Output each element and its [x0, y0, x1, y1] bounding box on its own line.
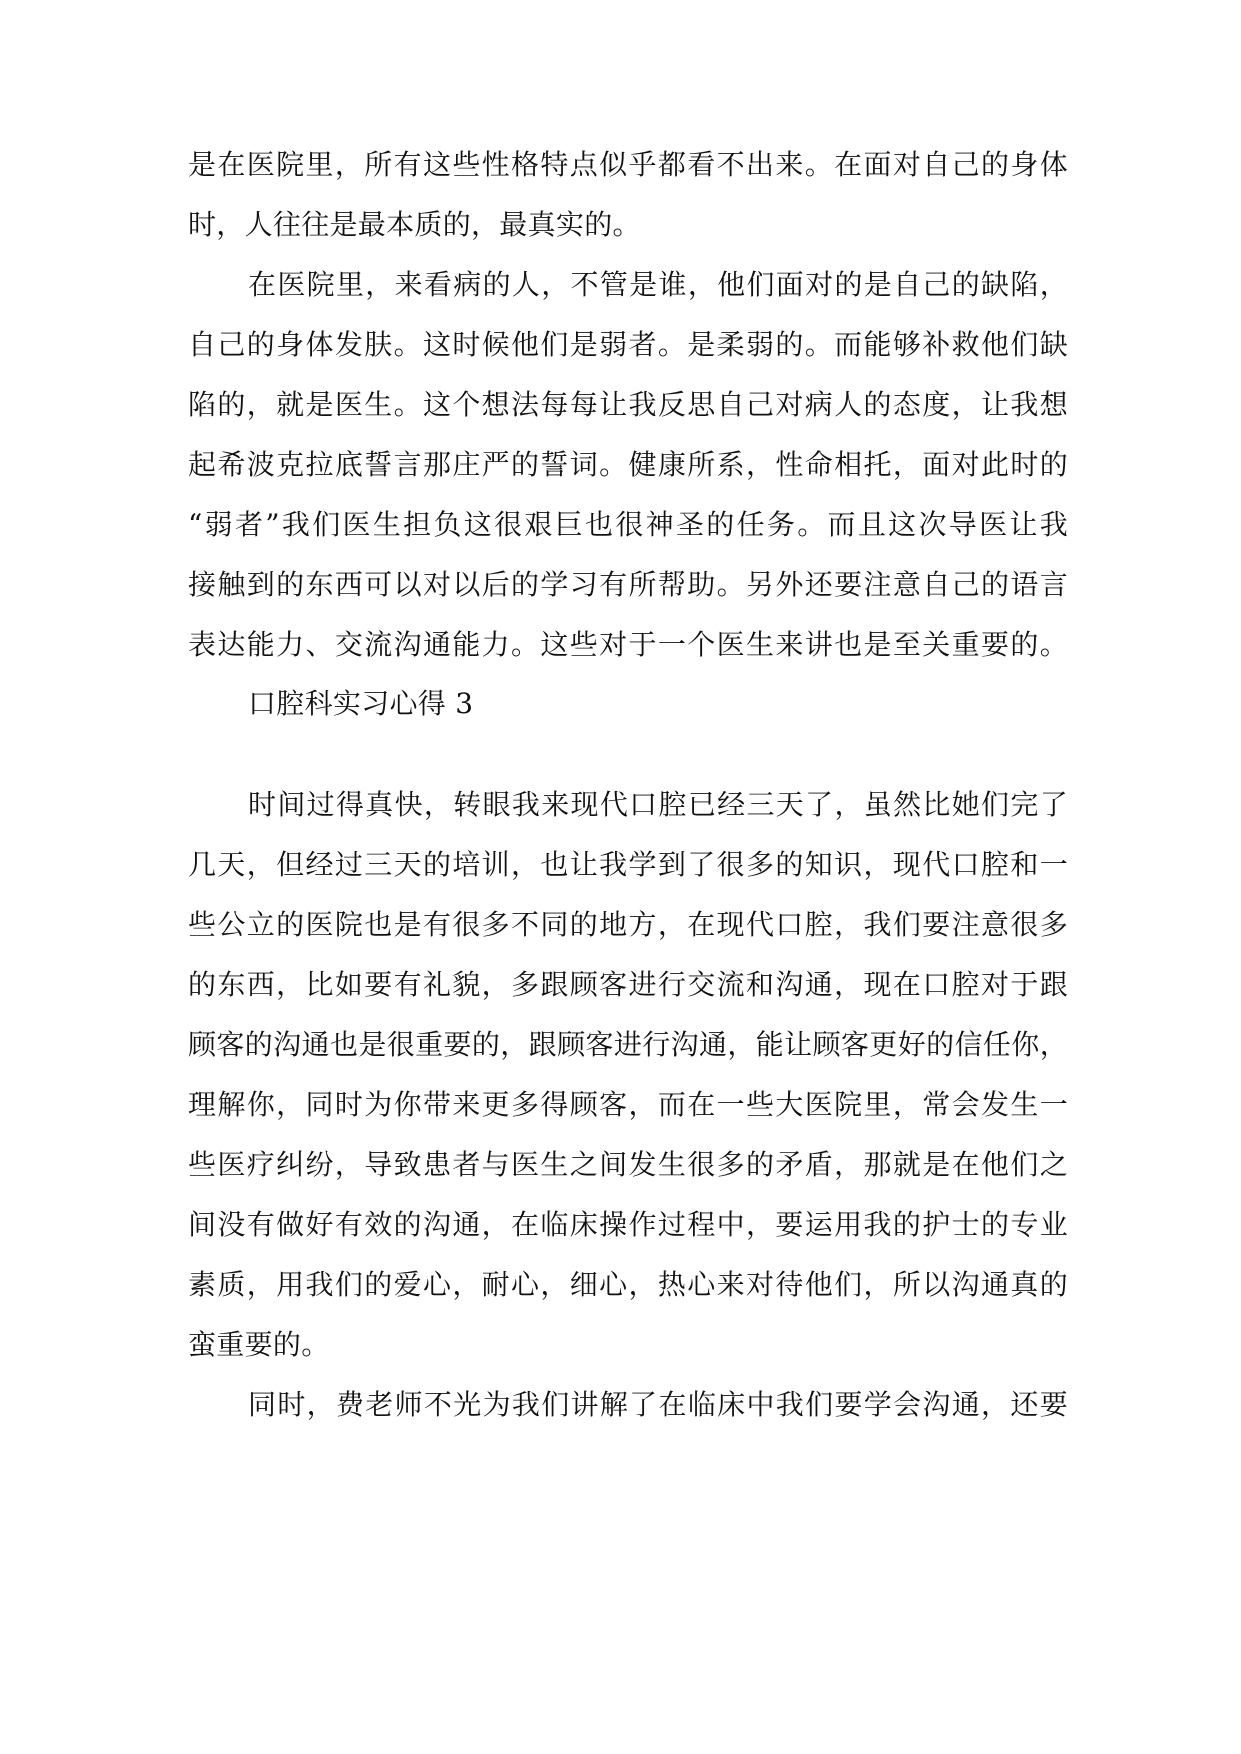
paragraph-line: 自己的身体发肤。这时候他们是弱者。是柔弱的。而能够补救他们缺: [188, 328, 1068, 361]
paragraph-line: 时间过得真快，转眼我来现代口腔已经三天了，虽然比她们完了: [248, 788, 1068, 821]
paragraph-line: 表达能力、交流沟通能力。这些对于一个医生来讲也是至关重要的。: [188, 628, 1068, 661]
paragraph-line: 几天，但经过三天的培训，也让我学到了很多的知识，现代口腔和一: [188, 848, 1068, 881]
paragraph-line: 理解你，同时为你带来更多得顾客，而在一些大医院里，常会发生一: [188, 1088, 1068, 1121]
paragraph-line: 的东西，比如要有礼貌，多跟顾客进行交流和沟通，现在口腔对于跟: [188, 968, 1068, 1001]
paragraph-line: 些医疗纠纷，导致患者与医生之间发生很多的矛盾，那就是在他们之: [188, 1148, 1068, 1181]
paragraph-line: 间没有做好有效的沟通，在临床操作过程中，要运用我的护士的专业: [188, 1208, 1068, 1241]
paragraph-line: 在医院里，来看病的人，不管是谁，他们面对的是自己的缺陷，: [248, 268, 1068, 301]
paragraph-line: 陷的，就是医生。这个想法每每让我反思自己对病人的态度，让我想: [188, 388, 1068, 421]
paragraph-line: 同时，费老师不光为我们讲解了在临床中我们要学会沟通，还要: [248, 1388, 1068, 1421]
paragraph-line: “弱者”我们医生担负这很艰巨也很神圣的任务。而且这次导医让我: [188, 508, 1068, 541]
section-heading: 口腔科实习心得 3: [248, 687, 474, 720]
paragraph-line: 素质，用我们的爱心，耐心，细心，热心来对待他们，所以沟通真的: [188, 1268, 1068, 1301]
paragraph-line: 接触到的东西可以对以后的学习有所帮助。另外还要注意自己的语言: [188, 568, 1068, 601]
paragraph-line: 起希波克拉底誓言那庄严的誓词。健康所系，性命相托，面对此时的: [188, 448, 1068, 481]
paragraph-line: 时，人往往是最本质的，最真实的。: [188, 208, 641, 241]
paragraph-line: 顾客的沟通也是很重要的，跟顾客进行沟通，能让顾客更好的信任你，: [188, 1028, 1068, 1061]
paragraph-line: 是在医院里，所有这些性格特点似乎都看不出来。在面对自己的身体: [188, 148, 1068, 181]
paragraph-line: 些公立的医院也是有很多不同的地方，在现代口腔，我们要注意很多: [188, 908, 1068, 941]
paragraph-line: 蛮重要的。: [188, 1328, 330, 1361]
